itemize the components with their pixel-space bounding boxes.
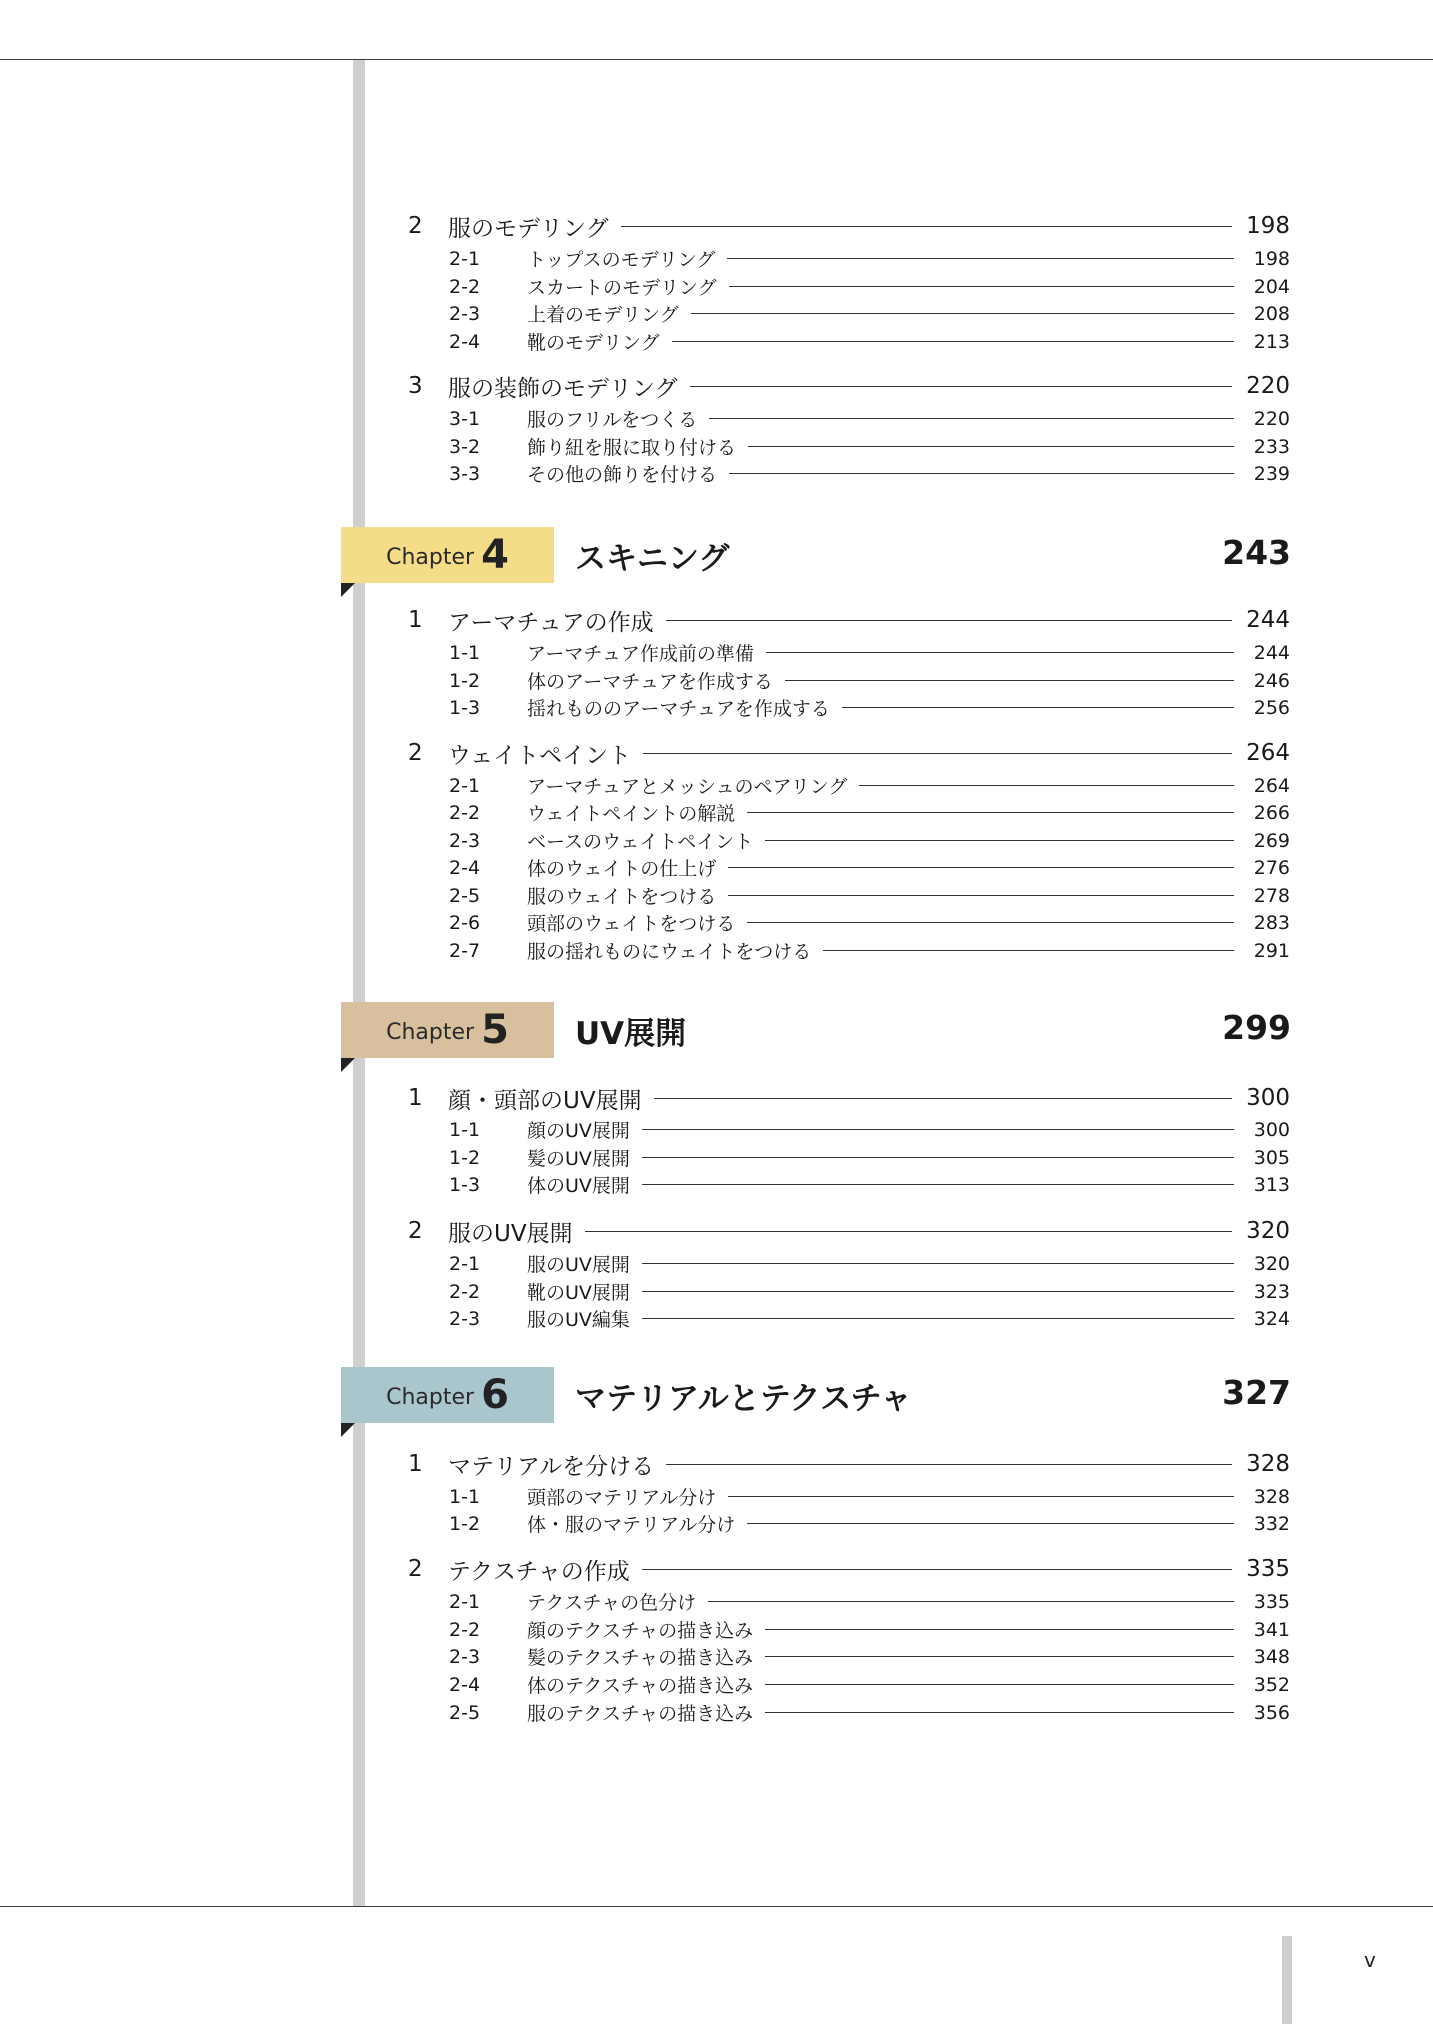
entry-number: 2 (408, 740, 423, 766)
entry-title: 体のテクスチャの描き込み (527, 1675, 754, 1697)
toc-subsection[interactable] (449, 909, 1290, 936)
toc-subsection[interactable] (449, 799, 1290, 826)
chapter-header (341, 1367, 1291, 1425)
entry-page: 269 (1253, 829, 1290, 852)
entry-page: 256 (1253, 696, 1290, 719)
toc-section[interactable] (408, 605, 1290, 635)
chapter-tab (341, 527, 554, 583)
entry-page: 328 (1246, 1451, 1290, 1477)
entry-page: 213 (1253, 330, 1290, 353)
dot-leader (842, 707, 1234, 708)
toc-section[interactable] (408, 1554, 1290, 1584)
toc-subsection[interactable] (449, 639, 1290, 666)
entry-page: 300 (1246, 1085, 1290, 1111)
dot-leader (766, 652, 1234, 653)
entry-title: 服のウェイトをつける (527, 886, 717, 908)
chapter-number: 6 (481, 1372, 509, 1418)
entry-page: 320 (1246, 1218, 1290, 1244)
dot-leader (642, 1184, 1234, 1185)
entry-title: 服の装飾のモデリング (448, 375, 678, 402)
entry-number: 2-1 (449, 774, 481, 797)
entry-number: 1-1 (449, 1118, 481, 1141)
dot-leader (765, 1629, 1234, 1630)
toc-subsection[interactable] (449, 1616, 1290, 1643)
entry-title: マテリアルを分ける (448, 1453, 655, 1480)
entry-title: ウェイトペイントの解説 (527, 803, 736, 825)
toc-subsection[interactable] (449, 1171, 1290, 1198)
entry-number: 3 (408, 373, 423, 399)
chapter-label: Chapter (386, 1019, 475, 1045)
dot-leader (729, 286, 1234, 287)
dot-leader (642, 1318, 1234, 1319)
entry-page: 348 (1253, 1645, 1290, 1668)
entry-title: ウェイトペイント (448, 742, 632, 769)
entry-number: 2-5 (449, 884, 481, 907)
entry-title: 顔のテクスチャの描き込み (527, 1620, 754, 1642)
entry-title: その他の飾りを付ける (527, 464, 718, 486)
chapter-title: スキニング (575, 541, 730, 577)
toc-subsection[interactable] (449, 1116, 1290, 1143)
toc-subsection[interactable] (449, 772, 1290, 799)
dot-leader (672, 341, 1234, 342)
entry-number: 2-2 (449, 801, 481, 824)
entry-title: 服の揺れものにウェイトをつける (527, 941, 812, 963)
entry-number: 1-2 (449, 1512, 481, 1535)
dot-leader (642, 1291, 1234, 1292)
entry-page: 352 (1253, 1673, 1290, 1696)
chapter-header (341, 1002, 1291, 1060)
toc-subsection[interactable] (449, 937, 1290, 964)
entry-number: 2-4 (449, 856, 481, 879)
chapter-tab (341, 1367, 554, 1423)
toc-subsection[interactable] (449, 1510, 1290, 1537)
entry-number: 2-7 (449, 939, 481, 962)
entry-title: トップスのモデリング (527, 249, 716, 271)
entry-number: 1-2 (449, 1146, 481, 1169)
entry-number: 1-1 (449, 641, 481, 664)
entry-page: 341 (1253, 1618, 1290, 1641)
toc-section[interactable] (408, 1216, 1290, 1246)
toc-section[interactable] (408, 738, 1290, 768)
entry-title: スカートのモデリング (527, 277, 717, 299)
dot-leader (690, 386, 1233, 387)
entry-title: テクスチャの色分け (527, 1592, 697, 1614)
entry-page: 332 (1253, 1512, 1290, 1535)
entry-page: 323 (1253, 1280, 1290, 1303)
entry-title: 顔・頭部のUV展開 (448, 1087, 642, 1114)
entry-title: 体のUV展開 (527, 1175, 630, 1197)
chapter-tab-fold (341, 1058, 355, 1072)
entry-number: 2 (408, 1218, 423, 1244)
toc-subsection[interactable] (449, 1278, 1290, 1305)
entry-page: 291 (1253, 939, 1290, 962)
entry-page: 198 (1253, 247, 1290, 270)
dot-leader (691, 313, 1234, 314)
entry-page: 239 (1253, 462, 1290, 485)
toc-subsection[interactable] (449, 460, 1290, 487)
entry-page: 356 (1253, 1701, 1290, 1724)
toc-subsection[interactable] (449, 300, 1290, 327)
entry-page: 264 (1246, 740, 1290, 766)
toc-subsection[interactable] (449, 1671, 1290, 1698)
toc-subsection[interactable] (449, 273, 1290, 300)
toc-subsection[interactable] (449, 827, 1290, 854)
toc-subsection[interactable] (449, 694, 1290, 721)
entry-number: 1 (408, 1451, 423, 1477)
entry-page: 204 (1253, 275, 1290, 298)
dot-leader (859, 785, 1234, 786)
entry-page: 198 (1246, 213, 1290, 239)
chapter-tab (341, 1002, 554, 1058)
toc-subsection[interactable] (449, 1250, 1290, 1277)
bottom-rule (0, 1906, 1433, 1907)
entry-title: 頭部のマテリアル分け (527, 1487, 717, 1509)
entry-title: 頭部のウェイトをつける (527, 913, 736, 935)
entry-page: 305 (1253, 1146, 1290, 1169)
entry-number: 1-3 (449, 1173, 481, 1196)
toc-subsection[interactable] (449, 433, 1290, 460)
toc-subsection[interactable] (449, 245, 1290, 272)
toc-subsection[interactable] (449, 882, 1290, 909)
entry-title: ベースのウェイトペイント (527, 831, 754, 853)
entry-number: 2-3 (449, 1307, 481, 1330)
entry-number: 2-3 (449, 302, 481, 325)
entry-page: 320 (1253, 1252, 1290, 1275)
entry-number: 3-1 (449, 407, 481, 430)
entry-number: 2-1 (449, 1252, 481, 1275)
entry-title: アーマチュア作成前の準備 (527, 643, 754, 665)
dot-leader (621, 226, 1233, 227)
entry-number: 1-3 (449, 696, 481, 719)
entry-number: 2-4 (449, 330, 481, 353)
page-number: v (1364, 1948, 1376, 1972)
entry-number: 3-3 (449, 462, 481, 485)
chapter-number: 5 (481, 1007, 509, 1053)
entry-number: 2-1 (449, 247, 481, 270)
dot-leader (728, 895, 1234, 896)
entry-title: 靴のUV展開 (527, 1282, 630, 1304)
entry-page: 233 (1253, 435, 1290, 458)
toc-subsection[interactable] (449, 1144, 1290, 1171)
toc-section[interactable] (408, 371, 1290, 401)
entry-number: 2-1 (449, 1590, 481, 1613)
entry-number: 2-4 (449, 1673, 481, 1696)
entry-number: 2-3 (449, 1645, 481, 1668)
chapter-label: Chapter (386, 544, 475, 570)
entry-number: 1 (408, 1085, 423, 1111)
toc-subsection[interactable] (449, 854, 1290, 881)
entry-page: 220 (1253, 407, 1290, 430)
chapter-header (341, 527, 1291, 585)
chapter-title: マテリアルとテクスチャ (575, 1381, 912, 1417)
entry-number: 2-5 (449, 1701, 481, 1724)
entry-title: 服のモデリング (448, 215, 609, 242)
dot-leader (748, 446, 1234, 447)
chapter-tab-fold (341, 583, 355, 597)
entry-number: 2-6 (449, 911, 481, 934)
entry-number: 2-3 (449, 829, 481, 852)
dot-leader (765, 1712, 1234, 1713)
chapter-label: Chapter (386, 1384, 475, 1410)
entry-title: 顔のUV展開 (527, 1120, 630, 1142)
entry-number: 1-2 (449, 669, 481, 692)
entry-title: 服のテクスチャの描き込み (527, 1703, 754, 1725)
entry-title: アーマチュアの作成 (448, 609, 654, 636)
entry-page: 283 (1253, 911, 1290, 934)
entry-number: 2-2 (449, 1280, 481, 1303)
toc-section[interactable] (408, 1449, 1290, 1479)
dot-leader (765, 840, 1234, 841)
toc-section[interactable] (408, 211, 1290, 241)
chapter-tab-fold (341, 1423, 355, 1437)
dot-leader (765, 1656, 1234, 1657)
entry-title: 揺れもののアーマチュアを作成する (527, 698, 830, 720)
dot-leader (666, 620, 1232, 621)
dot-leader (642, 1569, 1232, 1570)
entry-page: 244 (1246, 607, 1290, 633)
toc-subsection[interactable] (449, 328, 1290, 355)
dot-leader (654, 1098, 1233, 1099)
chapter-title: UV展開 (575, 1016, 687, 1052)
entry-title: アーマチュアとメッシュのペアリング (527, 776, 848, 798)
chapter-page: 327 (1222, 1373, 1291, 1412)
entry-title: 服のフリルをつくる (527, 409, 698, 431)
entry-page: 300 (1253, 1118, 1290, 1141)
entry-number: 2 (408, 213, 423, 239)
entry-title: 靴のモデリング (527, 332, 660, 354)
entry-page: 313 (1253, 1173, 1290, 1196)
dot-leader (643, 753, 1232, 754)
entry-page: 335 (1246, 1556, 1290, 1582)
dot-leader (727, 258, 1234, 259)
toc-section[interactable] (408, 1083, 1290, 1113)
entry-title: 体のアーマチュアを作成する (527, 671, 773, 693)
entry-title: 髪のテクスチャの描き込み (527, 1647, 754, 1669)
entry-page: 335 (1253, 1590, 1290, 1613)
toc-subsection[interactable] (449, 1305, 1290, 1332)
entry-page: 328 (1253, 1485, 1290, 1508)
entry-title: 体のウェイトの仕上げ (527, 858, 717, 880)
entry-number: 2-2 (449, 1618, 481, 1641)
entry-page: 266 (1253, 801, 1290, 824)
entry-title: 体・服のマテリアル分け (527, 1514, 736, 1536)
entry-title: 服のUV展開 (448, 1220, 573, 1247)
dot-leader (642, 1263, 1234, 1264)
dot-leader (709, 418, 1234, 419)
chapter-page: 299 (1222, 1008, 1291, 1047)
entry-page: 244 (1253, 641, 1290, 664)
toc-subsection[interactable] (449, 667, 1290, 694)
entry-title: 髪のUV展開 (527, 1148, 630, 1170)
chapter-number: 4 (481, 532, 509, 578)
dot-leader (765, 1684, 1234, 1685)
entry-page: 324 (1253, 1307, 1290, 1330)
toc-subsection[interactable] (449, 1699, 1290, 1726)
toc-subsection[interactable] (449, 1588, 1290, 1615)
entry-number: 1-1 (449, 1485, 481, 1508)
dot-leader (747, 922, 1234, 923)
dot-leader (728, 867, 1234, 868)
entry-title: 服のUV展開 (527, 1254, 630, 1276)
dot-leader (747, 812, 1234, 813)
chapter-page: 243 (1222, 533, 1291, 572)
dot-leader (728, 1496, 1234, 1497)
entry-number: 2 (408, 1556, 423, 1582)
entry-title: 服のUV編集 (527, 1309, 630, 1331)
entry-number: 3-2 (449, 435, 481, 458)
dot-leader (747, 1523, 1234, 1524)
entry-page: 278 (1253, 884, 1290, 907)
entry-title: テクスチャの作成 (448, 1558, 630, 1585)
dot-leader (729, 473, 1234, 474)
toc-subsection[interactable] (449, 1643, 1290, 1670)
dot-leader (823, 950, 1234, 951)
entry-page: 220 (1246, 373, 1290, 399)
toc-subsection[interactable] (449, 1483, 1290, 1510)
dot-leader (666, 1464, 1232, 1465)
entry-title: 飾り紐を服に取り付ける (527, 437, 737, 459)
entry-page: 276 (1253, 856, 1290, 879)
dot-leader (708, 1601, 1234, 1602)
dot-leader (642, 1157, 1234, 1158)
footer-bar (1282, 1936, 1292, 2024)
dot-leader (585, 1231, 1233, 1232)
entry-title: 上着のモデリング (527, 304, 679, 326)
entry-number: 1 (408, 607, 423, 633)
dot-leader (785, 680, 1234, 681)
entry-page: 246 (1253, 669, 1290, 692)
toc-subsection[interactable] (449, 405, 1290, 432)
dot-leader (642, 1129, 1234, 1130)
entry-number: 2-2 (449, 275, 481, 298)
entry-page: 208 (1253, 302, 1290, 325)
entry-page: 264 (1253, 774, 1290, 797)
